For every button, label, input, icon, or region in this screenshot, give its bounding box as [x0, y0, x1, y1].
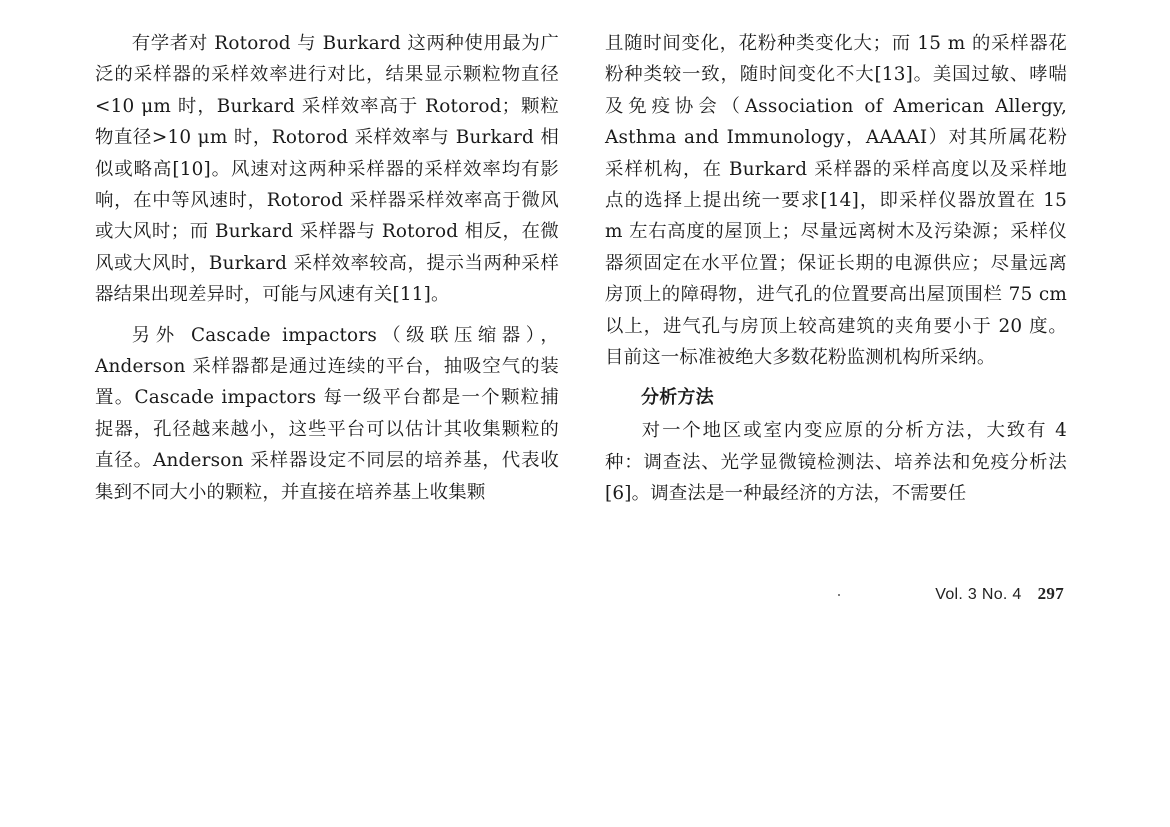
page-number: 297	[1037, 584, 1064, 603]
paragraph-cascade-anderson: 另外 Cascade impactors（级联压缩器），Anderson 采样器都是通过连续的平台，抽吸空气的装置。Cascade impactors 每一级平台都是一个颗粒捕捉器，孔径越来越小，这些平台可以估计其收集颗粒的直径。Anderson 采样器设定不同层的培养基，代表收集到不同大小的颗粒，并直接在培养基上收集颗	[95, 324, 559, 503]
paragraph-sampler-efficiency: 有学者对 Rotorod 与 Burkard 这两种使用最为广泛的采样器的采样效率进行对比，结果显示颗粒物直径<10 μm 时，Burkard 采样效率高于 Rotorod；颗粒物直径>10 μm 时，Rotorod 采样效率与 Burkard 相似或略高[10]。风速对这两种采样器的采样效率均有影响，在中等风速时，Rotorod 采样器采样效率高于微风或大风时；而 Burkard 采样器与 Rotorod 相反，在微风或大风时，Burkard 采样效率较高，提示当两种采样器结果出现差异时，可能与风速有关[11]。	[95, 33, 559, 306]
section-heading-analysis-methods: 分析方法	[641, 387, 714, 409]
scan-speck	[838, 594, 840, 596]
page-footer	[935, 584, 1064, 604]
paragraph-analysis-methods: 对一个地区或室内变应原的分析方法，大致有 4 种：调查法、光学显微镜检测法、培养法和免疫分析法[6]。调查法是一种最经济的方法，不需要任	[605, 420, 1067, 505]
paragraph-aaaai-standard: 且随时间变化，花粉种类变化大；而 15 m 的采样器花粉种类较一致，随时间变化不大[13]。美国过敏、哮喘及免疫协会（Association of American Allergy, Asthma and Immunology，AAAAI）对其所属花粉采样机构，在 Burkard 采样器的采样高度以及采样地点的选择上提出统一要求[14]，即采样仪器放置在 15 m 左右高度的屋顶上；尽量远离树木及污染源；采样仪器须固定在水平位置；保证长期的电源供应；尽量远离房顶上的障碍物，进气孔的位置要高出屋顶围栏 75 cm 以上，进气孔与房顶上较高建筑的夹角要小于 20 度。目前这一标准被绝大多数花粉监测机构所采纳。	[605, 33, 1067, 369]
left-column	[95, 28, 559, 517]
right-column	[605, 28, 1067, 519]
volume-label: Vol. 3 No. 4	[935, 586, 1022, 603]
